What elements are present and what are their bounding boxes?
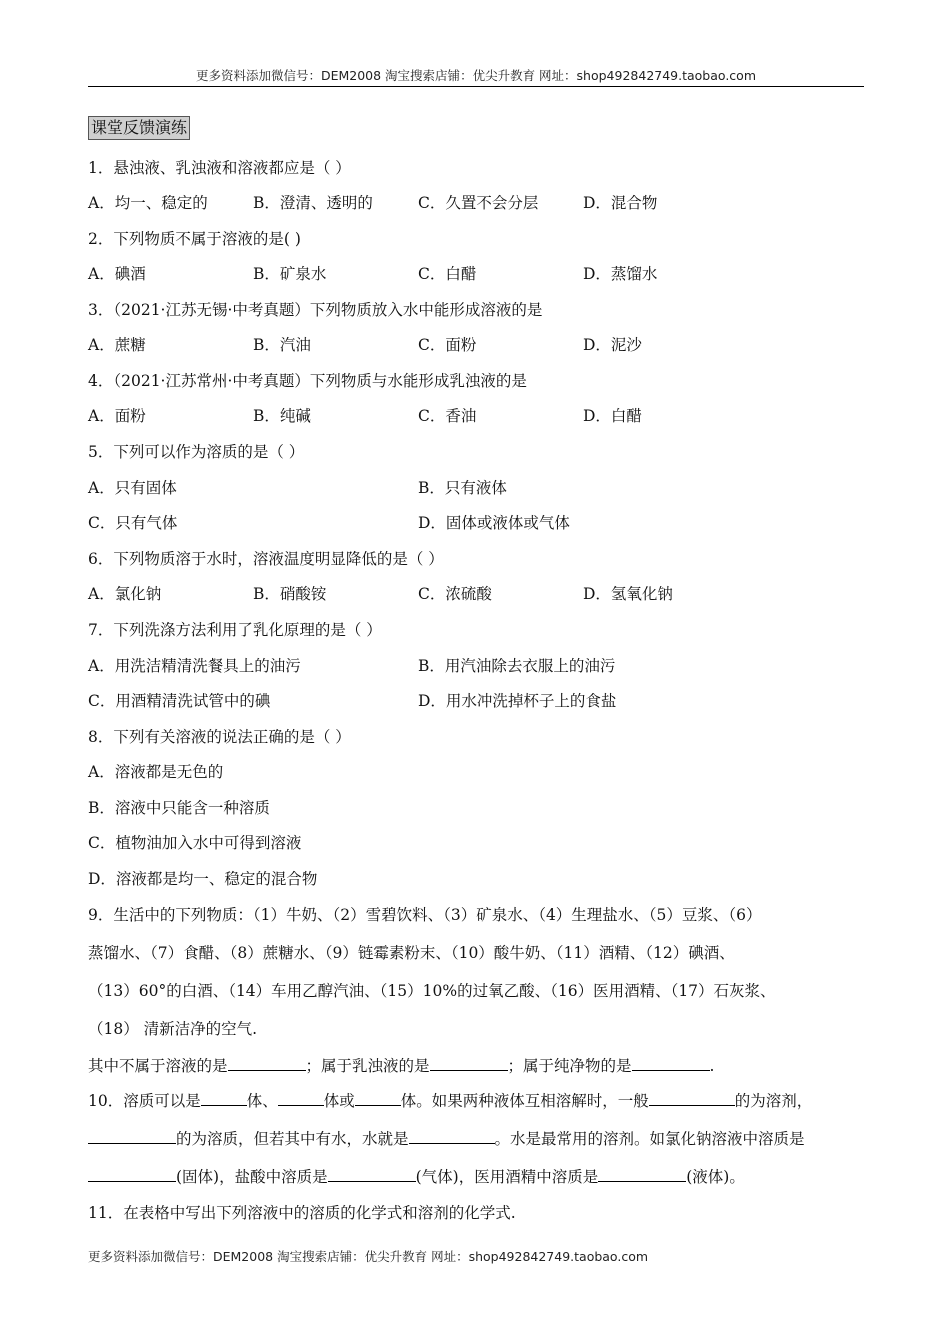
q6-option-d: D．氢氧化钠 bbox=[583, 585, 673, 603]
q1-option-a: A．均一、稳定的 bbox=[88, 194, 208, 212]
q8-option-c: C．植物油加入水中可得到溶液 bbox=[88, 834, 302, 852]
q8-stem: 8．下列有关溶液的说法正确的是（ ） bbox=[88, 728, 351, 746]
q10-blank-8[interactable] bbox=[328, 1166, 416, 1182]
q9-period: . bbox=[709, 1057, 715, 1075]
q1-option-c: C．久置不会分层 bbox=[418, 194, 539, 212]
q10-blank-3[interactable] bbox=[355, 1090, 401, 1106]
q8-option-d: D．溶液都是均一、稳定的混合物 bbox=[88, 870, 318, 888]
q9-line-1: 9．生活中的下列物质：（1）牛奶、（2）雪碧饮料、（3）矿泉水、（4）生理盐水、（5）豆浆、（6） bbox=[88, 906, 762, 924]
q5-option-b: B．只有液体 bbox=[418, 479, 507, 497]
q4-option-b: B．纯碱 bbox=[253, 407, 311, 425]
q3-option-c: C．面粉 bbox=[418, 336, 477, 354]
q9-blank-emulsion[interactable] bbox=[430, 1055, 508, 1071]
q10-blank-5[interactable] bbox=[88, 1128, 176, 1144]
q3-option-a: A．蔗糖 bbox=[88, 336, 146, 354]
q5-option-a: A．只有固体 bbox=[88, 479, 177, 497]
q10-text-h: (固体)，盐酸中溶质是 bbox=[176, 1168, 328, 1186]
page-footer: 更多资料添加微信号：DEM2008 淘宝搜索店铺：优尖升教育 网址：shop492842749.taobao.com bbox=[88, 1249, 649, 1264]
q9-prompt-emulsion: ；属于乳浊液的是 bbox=[305, 1057, 430, 1075]
q9-line-3: （13）60°的白酒、（14）车用乙醇汽油、（15）10%的过氧乙酸、（16）医用酒精、（17）石灰浆、 bbox=[88, 982, 776, 1000]
header-divider bbox=[88, 86, 864, 87]
q10-blank-6[interactable] bbox=[409, 1128, 495, 1144]
q7-stem: 7．下列洗涤方法利用了乳化原理的是（ ） bbox=[88, 621, 382, 639]
q7-option-b: B．用汽油除去衣服上的油污 bbox=[418, 657, 616, 675]
q9-line-4: （18） 清新洁净的空气. bbox=[88, 1020, 258, 1038]
q10-text-e: 的为溶剂， bbox=[734, 1092, 813, 1110]
q2-option-a: A．碘酒 bbox=[88, 265, 146, 283]
q2-option-b: B．矿泉水 bbox=[253, 265, 327, 283]
section-title: 课堂反馈演练 bbox=[88, 116, 190, 140]
q7-option-c: C．用酒精清洗试管中的碘 bbox=[88, 692, 271, 710]
q9-line-2: 蒸馏水、（7）食醋、（8）蔗糖水、（9）链霉素粉末、（10）酸牛奶、（11）酒精、（12）碘酒、 bbox=[88, 944, 735, 962]
q10-text-f: 的为溶质，但若其中有水，水就是 bbox=[176, 1130, 409, 1148]
q4-option-a: A．面粉 bbox=[88, 407, 146, 425]
q2-option-c: C．白醋 bbox=[418, 265, 477, 283]
q10-text-i: (气体)，医用酒精中溶质是 bbox=[415, 1168, 599, 1186]
q10-text-c: 体或 bbox=[323, 1092, 355, 1110]
q9-blank-not-solution[interactable] bbox=[228, 1055, 306, 1071]
q10-blank-7[interactable] bbox=[88, 1166, 176, 1182]
q10-text-a: 10．溶质可以是 bbox=[88, 1092, 201, 1110]
q5-option-c: C．只有气体 bbox=[88, 514, 178, 532]
q7-option-a: A．用洗洁精清洗餐具上的油污 bbox=[88, 657, 301, 675]
q10-line-3 bbox=[88, 1165, 745, 1187]
q10-text-g: 。水是最常用的溶剂。如氯化钠溶液中溶质是 bbox=[494, 1130, 805, 1148]
q6-option-c: C．浓硫酸 bbox=[418, 585, 492, 603]
q6-option-b: B．硝酸铵 bbox=[253, 585, 327, 603]
q3-option-b: B．汽油 bbox=[253, 336, 311, 354]
q4-stem: 4．（2021·江苏常州·中考真题）下列物质与水能形成乳浊液的是 bbox=[88, 372, 527, 390]
q10-line-1 bbox=[88, 1089, 812, 1111]
q5-stem: 5．下列可以作为溶质的是（ ） bbox=[88, 443, 305, 461]
q9-blank-pure[interactable] bbox=[632, 1055, 710, 1071]
q8-option-b: B．溶液中只能含一种溶质 bbox=[88, 799, 270, 817]
page-header: 更多资料添加微信号：DEM2008 淘宝搜索店铺：优尖升教育 网址：shop492842749.taobao.com bbox=[195, 68, 757, 83]
q2-option-d: D．蒸馏水 bbox=[583, 265, 658, 283]
q9-answer-line bbox=[88, 1054, 714, 1076]
q8-option-a: A．溶液都是无色的 bbox=[88, 763, 224, 781]
q10-blank-4[interactable] bbox=[649, 1090, 735, 1106]
q5-option-d: D．固体或液体或气体 bbox=[418, 514, 570, 532]
q3-option-d: D．泥沙 bbox=[583, 336, 642, 354]
q3-stem: 3．（2021·江苏无锡·中考真题）下列物质放入水中能形成溶液的是 bbox=[88, 301, 543, 319]
q10-line-2 bbox=[88, 1127, 805, 1149]
q10-blank-2[interactable] bbox=[278, 1090, 324, 1106]
q2-stem: 2．下列物质不属于溶液的是( ) bbox=[88, 230, 301, 248]
q9-prompt-pure: ；属于纯净物的是 bbox=[507, 1057, 632, 1075]
q10-text-b: 体、 bbox=[246, 1092, 278, 1110]
q1-option-b: B．澄清、透明的 bbox=[253, 194, 373, 212]
q4-option-c: C．香油 bbox=[418, 407, 477, 425]
q1-option-d: D．混合物 bbox=[583, 194, 658, 212]
q4-option-d: D．白醋 bbox=[583, 407, 642, 425]
q10-text-d: 体。如果两种液体互相溶解时，一般 bbox=[400, 1092, 649, 1110]
q9-prompt-not-solution: 其中不属于溶液的是 bbox=[88, 1057, 228, 1075]
q6-stem: 6．下列物质溶于水时，溶液温度明显降低的是（ ） bbox=[88, 550, 444, 568]
q10-blank-1[interactable] bbox=[201, 1090, 247, 1106]
q7-option-d: D．用水冲洗掉杯子上的食盐 bbox=[418, 692, 617, 710]
q6-option-a: A．氯化钠 bbox=[88, 585, 162, 603]
q1-stem: 1．悬浊液、乳浊液和溶液都应是（ ） bbox=[88, 159, 351, 177]
q11-stem: 11．在表格中写出下列溶液中的溶质的化学式和溶剂的化学式. bbox=[88, 1204, 516, 1222]
q10-text-j: (液体)。 bbox=[686, 1168, 745, 1186]
q10-blank-9[interactable] bbox=[598, 1166, 686, 1182]
